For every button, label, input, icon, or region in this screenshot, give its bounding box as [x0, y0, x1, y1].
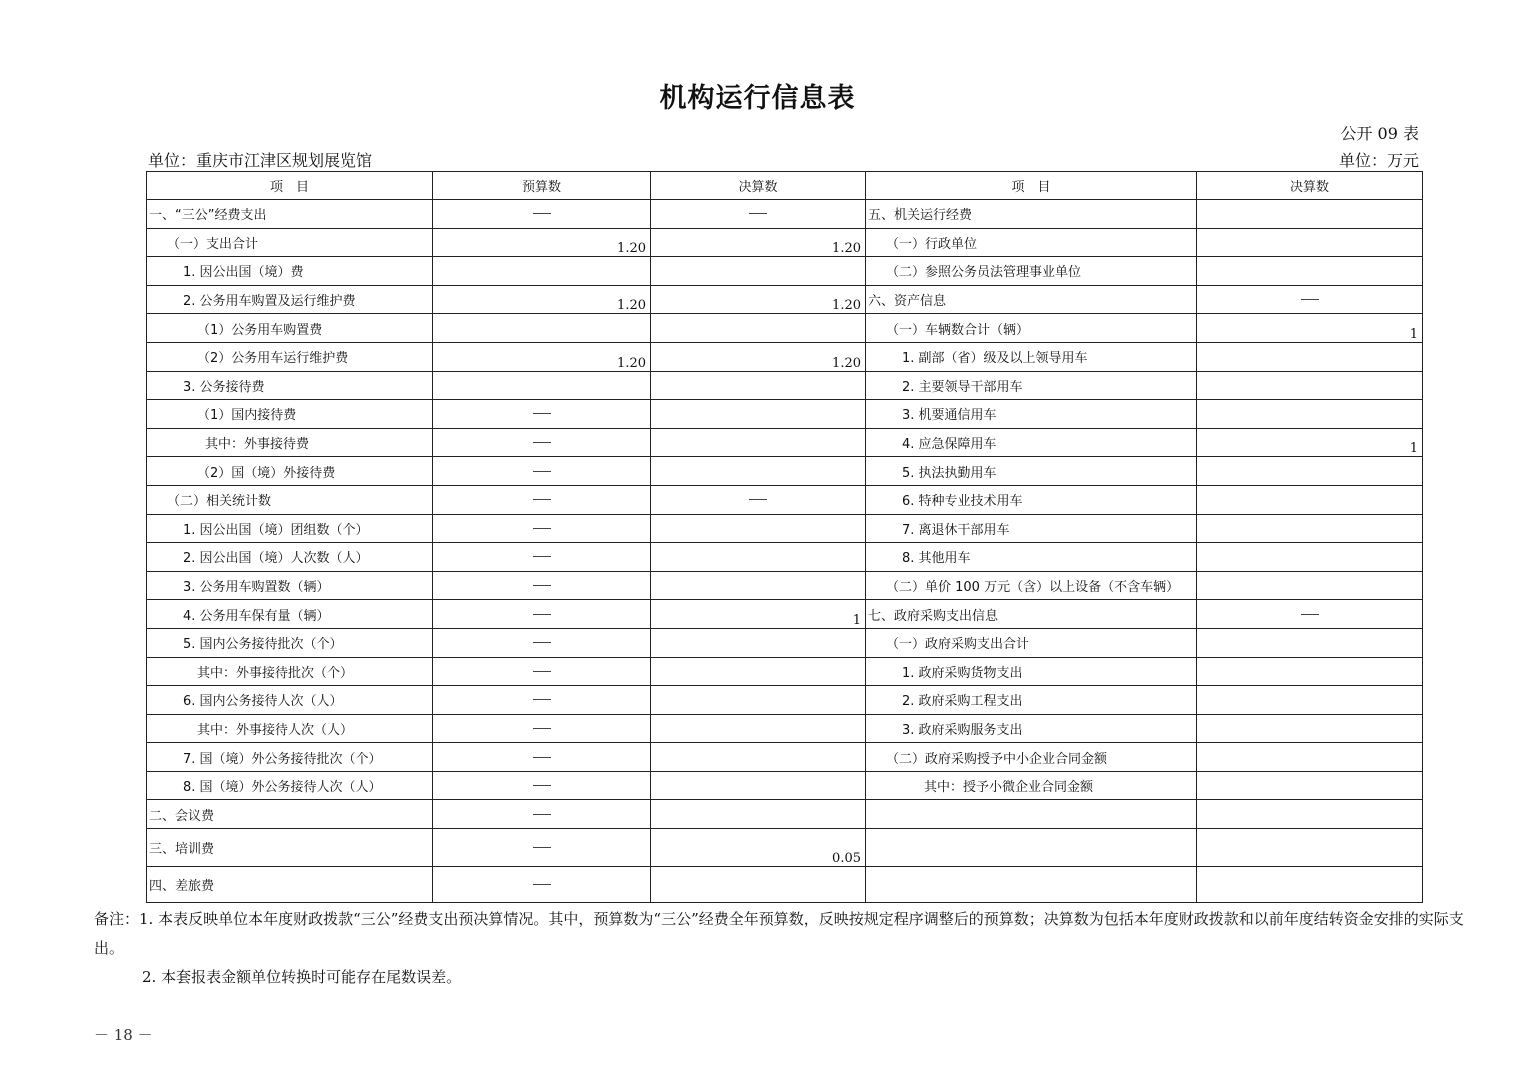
final-cell-left	[651, 686, 866, 715]
table-row	[147, 800, 1423, 829]
item-label-right: （二）单价 100 万元（含）以上设备（不含车辆）	[866, 571, 1197, 600]
table-row	[147, 257, 1423, 286]
item-label-left: （2）公务用车运行维护费	[147, 342, 433, 371]
dash-mark	[533, 556, 551, 557]
dash-mark	[533, 499, 551, 500]
item-label-left: 二、会议费	[147, 800, 433, 829]
dash-mark	[533, 642, 551, 643]
final-cell-left: 1	[651, 600, 866, 629]
item-label-right: 1. 政府采购货物支出	[866, 657, 1197, 686]
final-cell-left	[651, 543, 866, 572]
budget-cell	[433, 200, 651, 229]
final-cell-right	[1197, 485, 1423, 514]
table-row	[147, 285, 1423, 314]
table-row	[147, 200, 1423, 229]
budget-cell	[433, 743, 651, 772]
note-2: 2. 本套报表金额单位转换时可能存在尾数误差。	[142, 968, 462, 986]
item-label-right: （一）车辆数合计（辆）	[866, 314, 1197, 343]
table-row	[147, 714, 1423, 743]
final-cell-right	[1197, 743, 1423, 772]
budget-cell	[433, 514, 651, 543]
final-cell-left: 1.20	[651, 228, 866, 257]
final-cell-left	[651, 771, 866, 800]
reporting-unit: 单位：重庆市江津区规划展览馆	[148, 151, 373, 170]
final-cell-right	[1197, 200, 1423, 229]
final-cell-right	[1197, 371, 1423, 400]
budget-cell	[433, 371, 651, 400]
final-cell-left	[651, 485, 866, 514]
final-cell-right	[1197, 829, 1423, 867]
header-final-left: 决算数	[651, 172, 866, 200]
item-label-right: （二）政府采购授予中小企业合同金额	[866, 743, 1197, 772]
dash-mark	[533, 213, 551, 214]
dash-mark	[533, 471, 551, 472]
dash-mark	[749, 499, 767, 500]
final-cell-left	[651, 657, 866, 686]
table-body	[147, 200, 1423, 903]
final-cell-right	[1197, 543, 1423, 572]
final-cell-right	[1197, 285, 1423, 314]
table-row	[147, 657, 1423, 686]
item-label-left: （1）公务用车购置费	[147, 314, 433, 343]
final-cell-left	[651, 867, 866, 903]
budget-cell	[433, 800, 651, 829]
item-label-left: 1. 因公出国（境）费	[147, 257, 433, 286]
final-cell-left	[651, 514, 866, 543]
item-label-right	[866, 867, 1197, 903]
dash-mark	[1301, 299, 1319, 300]
item-label-right: （一）政府采购支出合计	[866, 628, 1197, 657]
table-row	[147, 485, 1423, 514]
table-row	[147, 543, 1423, 572]
item-label-right: 5. 执法执勤用车	[866, 457, 1197, 486]
info-table	[146, 171, 1423, 903]
final-cell-right	[1197, 714, 1423, 743]
item-label-right	[866, 800, 1197, 829]
final-cell-right: 1	[1197, 428, 1423, 457]
final-cell-right	[1197, 228, 1423, 257]
item-label-right: （一）行政单位	[866, 228, 1197, 257]
item-label-left: 3. 公务用车购置数（辆）	[147, 571, 433, 600]
final-cell-right	[1197, 514, 1423, 543]
item-label-right: 七、政府采购支出信息	[866, 600, 1197, 629]
table-row	[147, 771, 1423, 800]
final-cell-right	[1197, 400, 1423, 429]
final-cell-left	[651, 400, 866, 429]
budget-cell	[433, 257, 651, 286]
final-cell-right	[1197, 657, 1423, 686]
item-label-left: （二）相关统计数	[147, 485, 433, 514]
table-row	[147, 428, 1423, 457]
dash-mark	[533, 442, 551, 443]
budget-cell	[433, 771, 651, 800]
final-cell-right	[1197, 600, 1423, 629]
item-label-right: 1. 副部（省）级及以上领导用车	[866, 342, 1197, 371]
item-label-left: 3. 公务接待费	[147, 371, 433, 400]
item-label-left: 2. 公务用车购置及运行维护费	[147, 285, 433, 314]
table-row	[147, 400, 1423, 429]
currency-unit: 单位：万元	[1338, 151, 1419, 170]
final-cell-left	[651, 714, 866, 743]
dash-mark	[533, 528, 551, 529]
table-row	[147, 829, 1423, 867]
final-cell-left	[651, 457, 866, 486]
header-budget: 预算数	[433, 172, 651, 200]
item-label-left: （2）国（境）外接待费	[147, 457, 433, 486]
item-label-right: 8. 其他用车	[866, 543, 1197, 572]
table-row	[147, 342, 1423, 371]
budget-cell	[433, 867, 651, 903]
dash-mark	[533, 847, 551, 848]
item-label-right: 其中：授予小微企业合同金额	[866, 771, 1197, 800]
final-cell-right: 1	[1197, 314, 1423, 343]
final-cell-right	[1197, 571, 1423, 600]
budget-cell: 1.20	[433, 228, 651, 257]
item-label-right: 五、机关运行经费	[866, 200, 1197, 229]
item-label-right: 2. 主要领导干部用车	[866, 371, 1197, 400]
final-cell-right	[1197, 342, 1423, 371]
final-cell-right	[1197, 771, 1423, 800]
item-label-right: 2. 政府采购工程支出	[866, 686, 1197, 715]
dash-mark	[533, 785, 551, 786]
budget-cell	[433, 428, 651, 457]
item-label-right: 3. 政府采购服务支出	[866, 714, 1197, 743]
notes	[94, 905, 1484, 992]
item-label-left: 三、培训费	[147, 829, 433, 867]
dash-mark	[533, 728, 551, 729]
final-cell-left	[651, 428, 866, 457]
budget-cell: 1.20	[433, 285, 651, 314]
item-label-left: 其中：外事接待人次（人）	[147, 714, 433, 743]
item-label-left: 1. 因公出国（境）团组数（个）	[147, 514, 433, 543]
table-header-row	[147, 172, 1423, 200]
final-cell-left	[651, 200, 866, 229]
table-row	[147, 228, 1423, 257]
item-label-right: 7. 离退休干部用车	[866, 514, 1197, 543]
budget-cell	[433, 628, 651, 657]
budget-cell: 1.20	[433, 342, 651, 371]
table-row	[147, 686, 1423, 715]
final-cell-left	[651, 800, 866, 829]
table-row	[147, 371, 1423, 400]
dash-mark	[533, 699, 551, 700]
budget-cell	[433, 657, 651, 686]
final-cell-left	[651, 571, 866, 600]
page-title: 机构运行信息表	[659, 83, 856, 114]
final-cell-left: 0.05	[651, 829, 866, 867]
table-row	[147, 457, 1423, 486]
final-cell-left	[651, 257, 866, 286]
item-label-right: 3. 机要通信用车	[866, 400, 1197, 429]
dash-mark	[533, 413, 551, 414]
budget-cell	[433, 571, 651, 600]
item-label-left: 2. 因公出国（境）人次数（人）	[147, 543, 433, 572]
budget-cell	[433, 686, 651, 715]
dash-mark	[533, 585, 551, 586]
item-label-left: 8. 国（境）外公务接待人次（人）	[147, 771, 433, 800]
final-cell-left	[651, 743, 866, 772]
final-cell-left	[651, 371, 866, 400]
item-label-right: （二）参照公务员法管理事业单位	[866, 257, 1197, 286]
table-row	[147, 514, 1423, 543]
note-1: 备注：1. 本表反映单位本年度财政拨款“三公”经费支出预决算情况。其中，预算数为“三公”经费全年预算数，反映按规定程序调整后的预算数；决算数为包括本年度财政拨款和以前年度结转资金安排的实际支出。	[94, 910, 1464, 957]
budget-cell	[433, 400, 651, 429]
dash-mark	[533, 814, 551, 815]
item-label-right: 六、资产信息	[866, 285, 1197, 314]
dash-mark	[749, 213, 767, 214]
budget-cell	[433, 543, 651, 572]
final-cell-right	[1197, 457, 1423, 486]
budget-cell	[433, 829, 651, 867]
item-label-left: 6. 国内公务接待人次（人）	[147, 686, 433, 715]
final-cell-left	[651, 314, 866, 343]
item-label-left: 4. 公务用车保有量（辆）	[147, 600, 433, 629]
final-cell-left	[651, 628, 866, 657]
budget-cell	[433, 485, 651, 514]
final-cell-right	[1197, 628, 1423, 657]
table-row	[147, 743, 1423, 772]
dash-mark	[533, 614, 551, 615]
final-cell-right	[1197, 686, 1423, 715]
table-row	[147, 628, 1423, 657]
budget-cell	[433, 457, 651, 486]
table-row	[147, 571, 1423, 600]
item-label-right	[866, 829, 1197, 867]
final-cell-right	[1197, 867, 1423, 903]
header-item-left: 项 目	[147, 172, 433, 200]
table-row	[147, 600, 1423, 629]
item-label-right: 4. 应急保障用车	[866, 428, 1197, 457]
item-label-left: 一、“三公”经费支出	[147, 200, 433, 229]
dash-mark	[533, 671, 551, 672]
budget-cell	[433, 714, 651, 743]
budget-cell	[433, 600, 651, 629]
item-label-left: 其中：外事接待批次（个）	[147, 657, 433, 686]
item-label-left: 四、差旅费	[147, 867, 433, 903]
table-row	[147, 867, 1423, 903]
page-number: － 18 －	[94, 1026, 153, 1044]
budget-cell	[433, 314, 651, 343]
final-cell-right	[1197, 257, 1423, 286]
item-label-right: 6. 特种专业技术用车	[866, 485, 1197, 514]
item-label-left: 其中：外事接待费	[147, 428, 433, 457]
item-label-left: （1）国内接待费	[147, 400, 433, 429]
dash-mark	[1301, 614, 1319, 615]
form-number: 公开 09 表	[1340, 124, 1419, 143]
dash-mark	[533, 884, 551, 885]
final-cell-right	[1197, 800, 1423, 829]
item-label-left: （一）支出合计	[147, 228, 433, 257]
header-item-right: 项 目	[866, 172, 1197, 200]
final-cell-left: 1.20	[651, 342, 866, 371]
item-label-left: 5. 国内公务接待批次（个）	[147, 628, 433, 657]
table-row	[147, 314, 1423, 343]
dash-mark	[533, 757, 551, 758]
header-final-right: 决算数	[1197, 172, 1423, 200]
item-label-left: 7. 国（境）外公务接待批次（个）	[147, 743, 433, 772]
final-cell-left: 1.20	[651, 285, 866, 314]
